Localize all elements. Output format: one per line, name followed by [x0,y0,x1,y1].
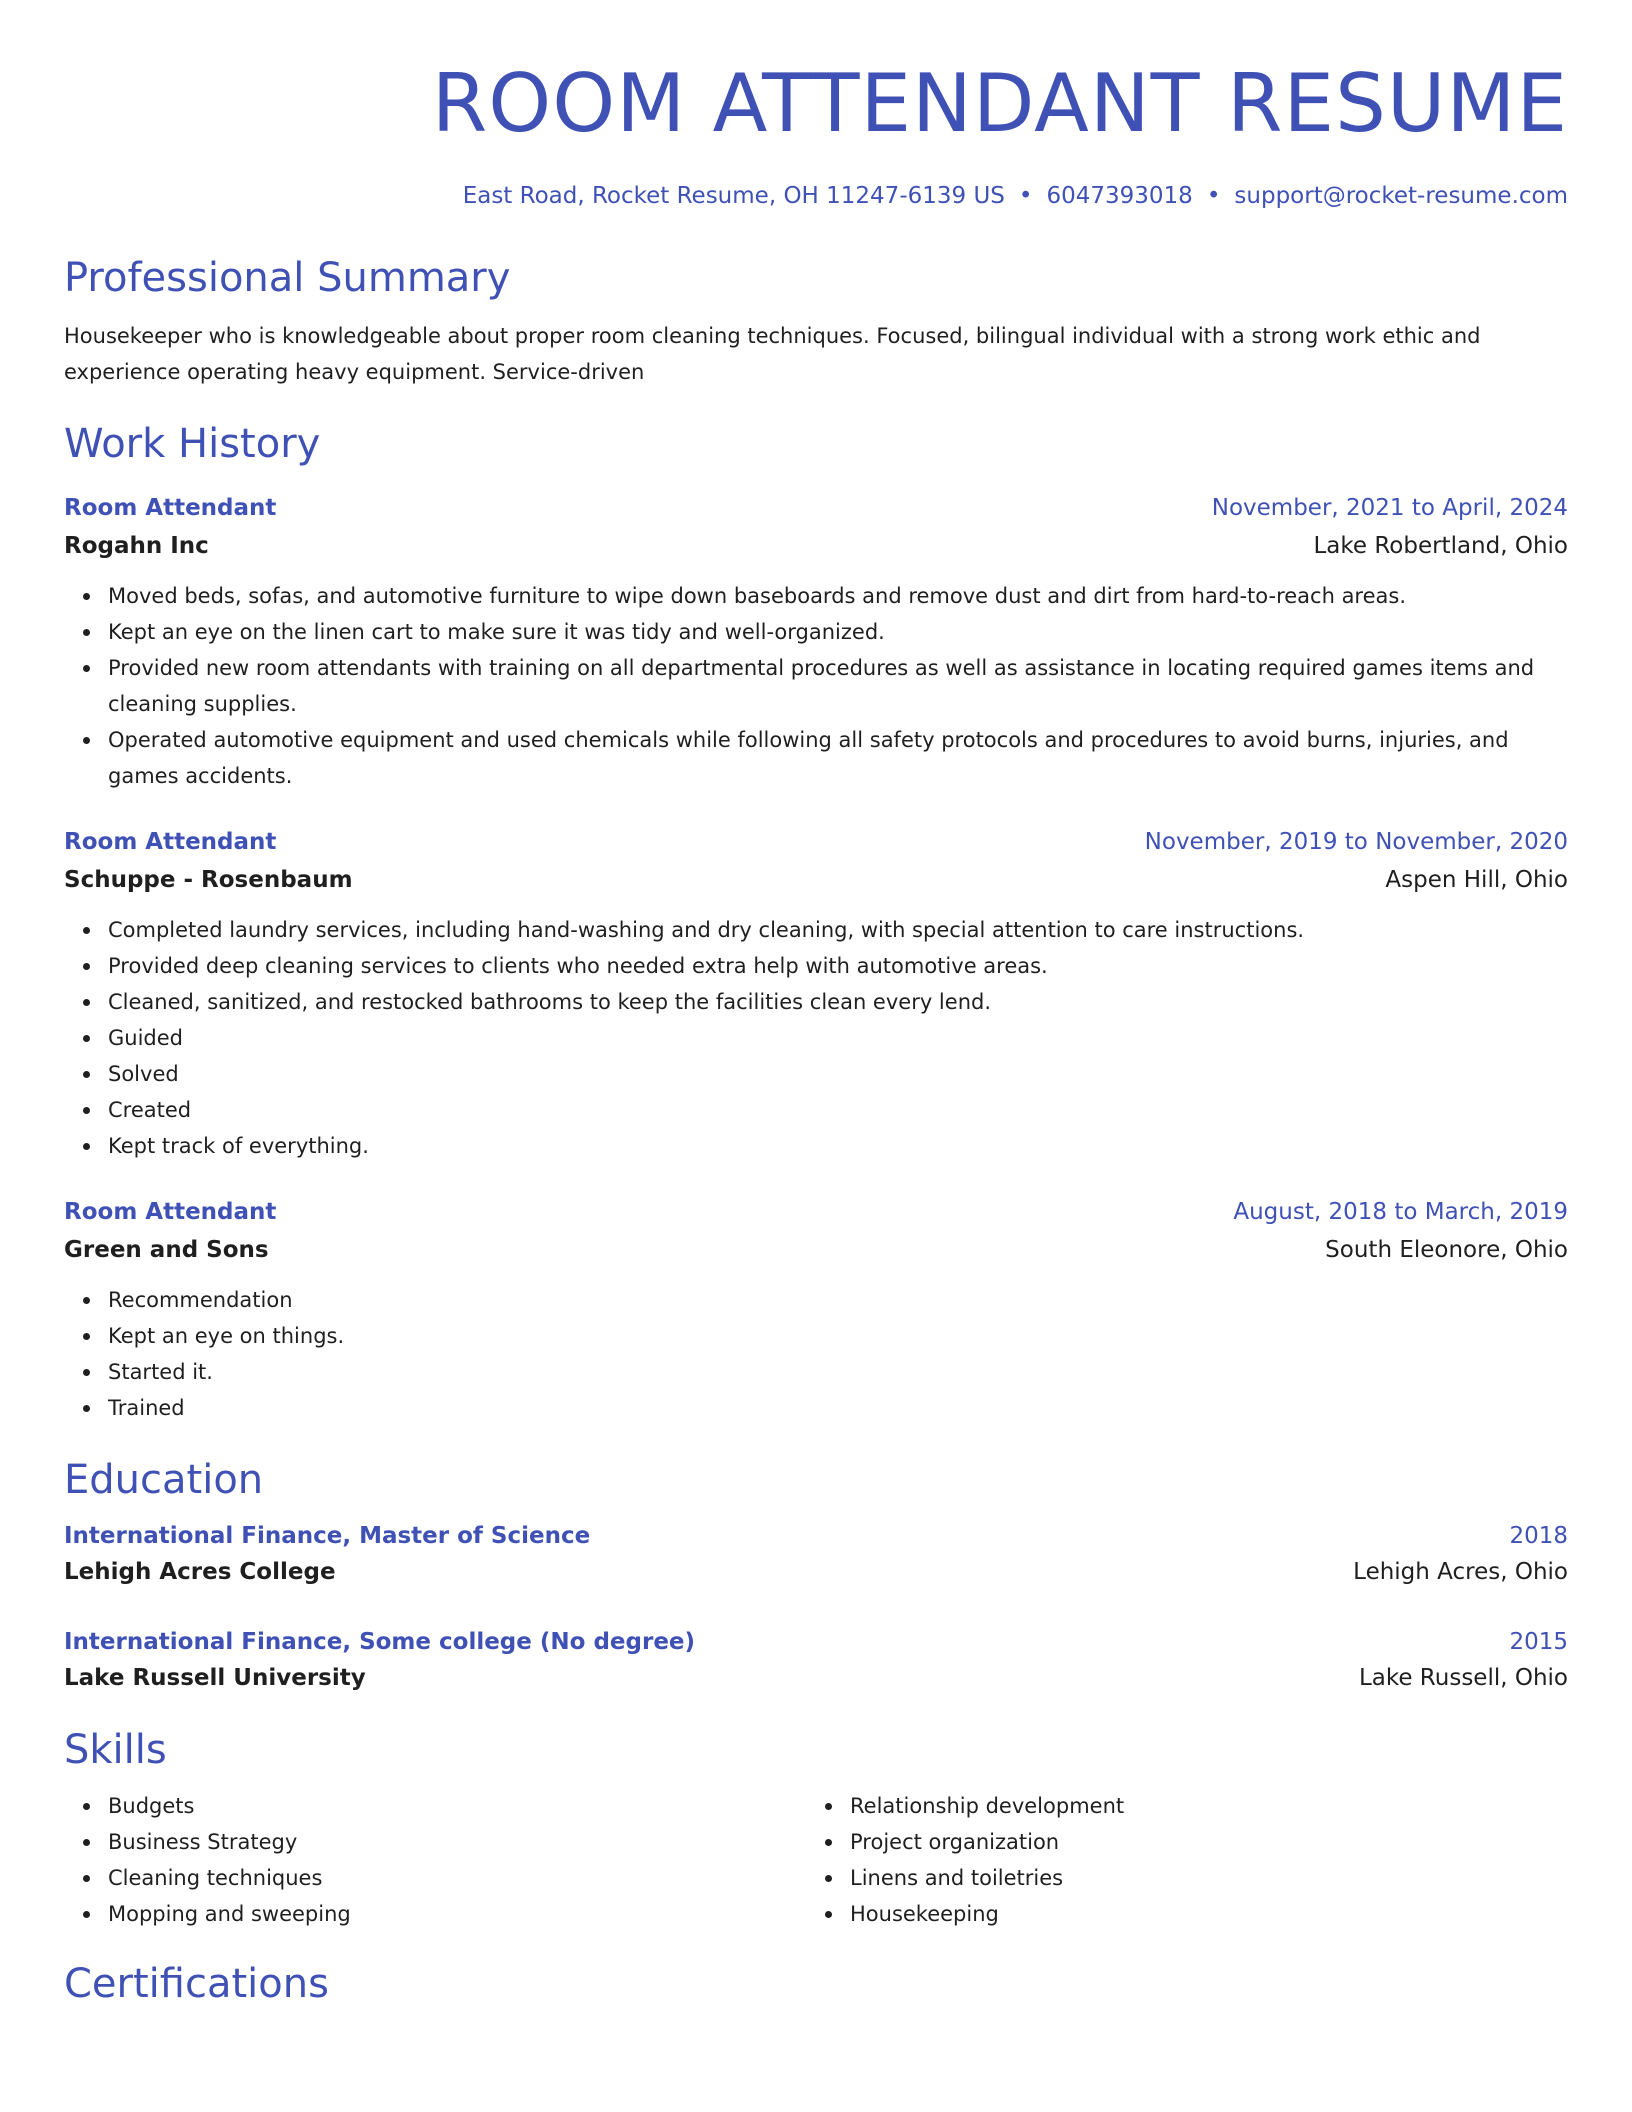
skills-list [64,1788,806,1932]
contact-address: East Road, Rocket Resume, OH 11247-6139 US [462,183,1005,209]
job-role: Room Attendant [64,495,277,521]
job-dates: November, 2021 to April, 2024 [1211,495,1568,521]
list-item: Trained [108,1390,1568,1426]
education-header-row [64,1518,1568,1554]
education-year: 2015 [1509,1629,1568,1655]
list-item: Recommendation [108,1282,1568,1318]
skills-grid [64,1788,1568,1932]
education-entry [64,1624,1568,1696]
education-degree: International Finance, Master of Science [64,1523,591,1549]
job-entry [64,824,1568,1164]
job-bullets [64,912,1568,1164]
skill-item: Project organization [850,1824,1548,1860]
list-item: Kept an eye on things. [108,1318,1568,1354]
list-item: Kept track of everything. [108,1128,1568,1164]
list-item: Operated automotive equipment and used chemicals while following all safety protocols and procedures to avoid burns, injuries, and games accidents. [108,722,1568,794]
education-school: Lake Russell University [64,1665,366,1691]
skill-item: Mopping and sweeping [108,1896,806,1932]
skill-item: Business Strategy [108,1824,806,1860]
list-item: Solved [108,1056,1568,1092]
job-location: Aspen Hill, Ohio [1385,867,1568,893]
contact-phone: 6047393018 [1046,183,1193,209]
education-year: 2018 [1509,1523,1568,1549]
job-entry [64,490,1568,794]
list-item: Provided deep cleaning services to clients who needed extra help with automotive areas. [108,948,1568,984]
skill-item: Relationship development [850,1788,1548,1824]
resume-title: ROOM ATTENDANT RESUME [431,57,1568,150]
list-item: Provided new room attendants with training on all departmental procedures as well as assistance in locating required games items and cleaning supplies. [108,650,1568,722]
education-degree: International Finance, Some college (No degree) [64,1629,696,1655]
education-location: Lake Russell, Ohio [1358,1665,1568,1691]
list-item: Guided [108,1020,1568,1056]
list-item: Cleaned, sanitized, and restocked bathrooms to keep the facilities clean every lend. [108,984,1568,1020]
skill-item: Linens and toiletries [850,1860,1548,1896]
job-location: Lake Robertland, Ohio [1313,533,1568,559]
list-item: Created [108,1092,1568,1128]
skills-list [806,1788,1548,1932]
list-item: Completed laundry services, including hand-washing and dry cleaning, with special attention to care instructions. [108,912,1568,948]
job-header-row [64,824,1568,860]
education-school-row [64,1660,1568,1696]
certifications-heading: Certifications [64,1961,329,2007]
contact-email: support@rocket-resume.com [1234,183,1568,209]
education-school-row [64,1554,1568,1590]
job-org-row [64,1232,1568,1268]
education-header-row [64,1624,1568,1660]
education-entry [64,1518,1568,1590]
job-location: South Eleonore, Ohio [1325,1237,1568,1263]
skills-column-left [64,1788,806,1932]
education-heading: Education [64,1457,264,1503]
skills-heading: Skills [64,1727,167,1773]
summary-heading: Professional Summary [64,255,511,301]
skills-column-right [806,1788,1548,1932]
job-org-row [64,862,1568,898]
job-entry [64,1194,1568,1426]
job-bullets [64,578,1568,794]
skill-item: Budgets [108,1788,806,1824]
skill-item: Housekeeping [850,1896,1548,1932]
education-location: Lehigh Acres, Ohio [1353,1559,1568,1585]
job-company: Rogahn Inc [64,533,209,559]
job-dates: August, 2018 to March, 2019 [1233,1199,1568,1225]
job-company: Green and Sons [64,1237,269,1263]
summary-text: Housekeeper who is knowledgeable about proper room cleaning techniques. Focused, bilingual individual with a strong work ethic and experience operating heavy equipment. Service-driven [64,324,1481,384]
list-item: Kept an eye on the linen cart to make sure it was tidy and well-organized. [108,614,1568,650]
job-header-row [64,490,1568,526]
list-item: Moved beds, sofas, and automotive furniture to wipe down baseboards and remove dust and dirt from hard-to-reach areas. [108,578,1568,614]
skill-item: Cleaning techniques [108,1860,806,1896]
job-dates: November, 2019 to November, 2020 [1144,829,1568,855]
job-org-row [64,528,1568,564]
job-bullets [64,1282,1568,1426]
job-header-row [64,1194,1568,1230]
contact-separator: • [1206,183,1221,209]
job-company: Schuppe - Rosenbaum [64,867,353,893]
education-school: Lehigh Acres College [64,1559,336,1585]
list-item: Started it. [108,1354,1568,1390]
contact-separator: • [1018,183,1033,209]
job-role: Room Attendant [64,829,277,855]
work-history-heading: Work History [64,421,321,467]
contact-line [64,180,1568,212]
job-role: Room Attendant [64,1199,277,1225]
